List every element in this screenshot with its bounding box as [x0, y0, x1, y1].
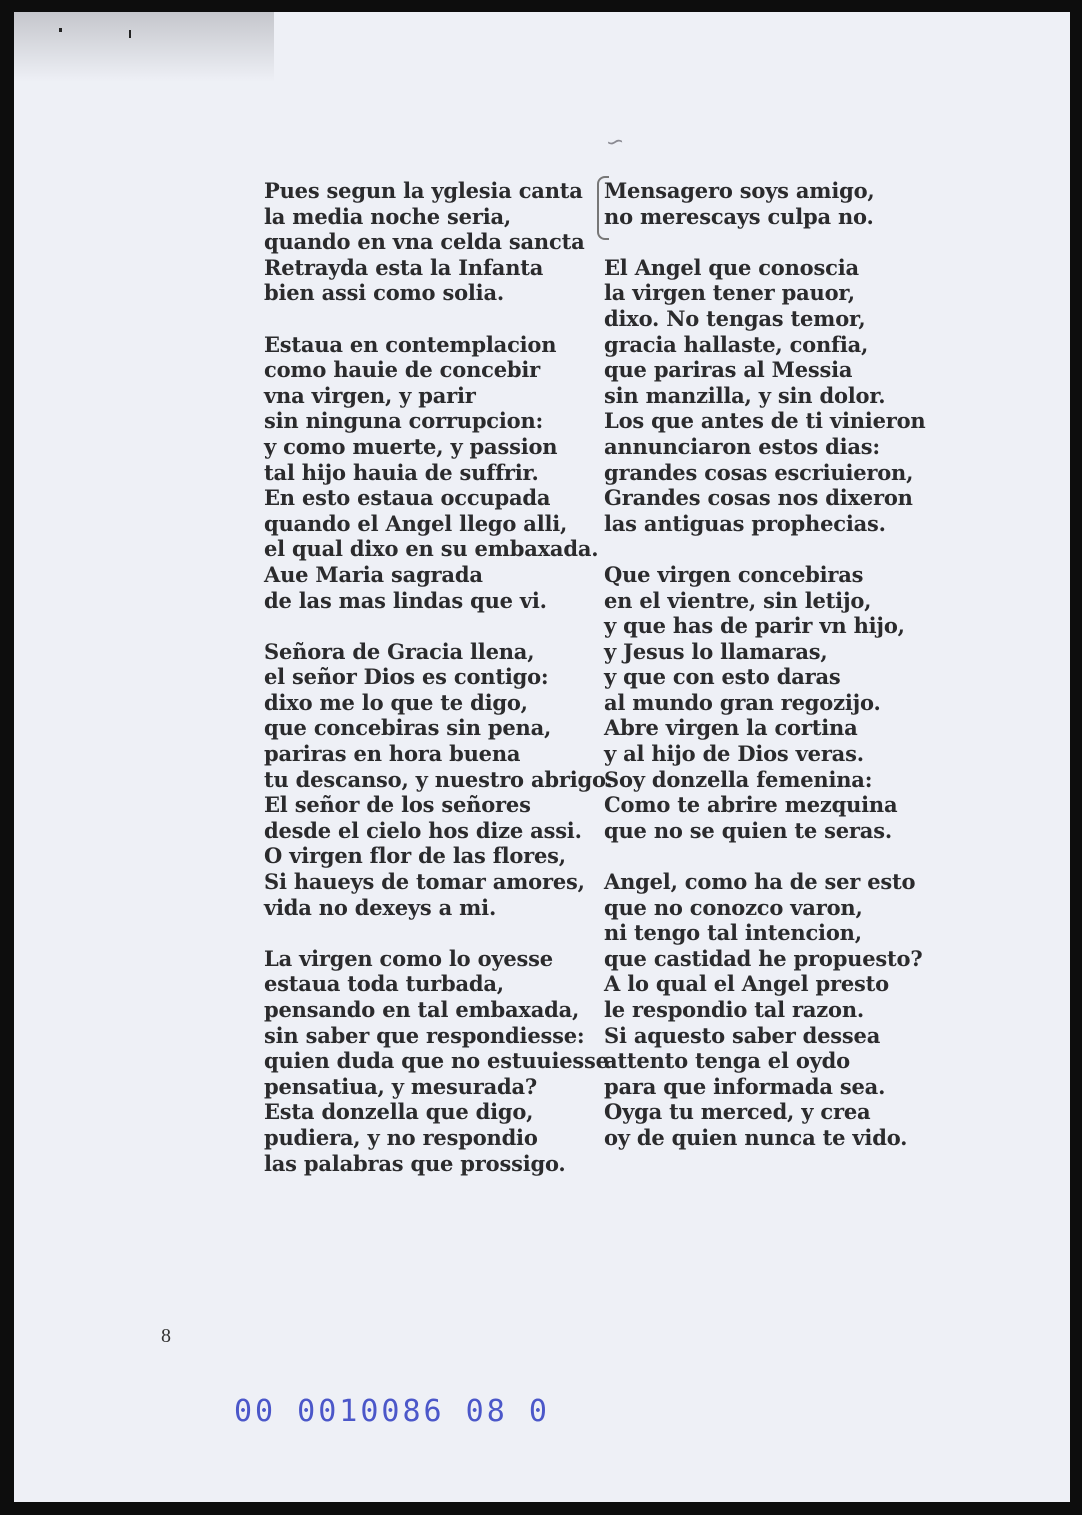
stanza [264, 331, 599, 614]
verse-line: O virgen flor de las flores, [264, 843, 566, 869]
verse-line: y que con esto daras [604, 664, 841, 690]
verse-line: dixo me lo que te digo, [264, 689, 528, 715]
stanza [604, 255, 934, 537]
stanza [264, 178, 584, 306]
verse-line: de las mas lindas que vi. [264, 587, 547, 613]
verse-line: Los que antes de ti vinieron [604, 408, 926, 434]
verse-line: attento tenga el oydo [604, 1048, 850, 1074]
verse-line: pensando en tal embaxada, [264, 997, 580, 1022]
verse-line: Pues segun la yglesia canta [264, 178, 583, 203]
verse-line: no merescays culpa no. [604, 203, 874, 229]
verse-line: para que informada sea. [604, 1073, 886, 1099]
verse-line: pensatiua, y mesurada? [264, 1073, 537, 1099]
verse-line: el qual dixo en su embaxada. [264, 536, 599, 562]
scanned-page [14, 12, 1070, 1502]
verse-line: pariras en hora buena [264, 741, 521, 767]
verse-line: Angel, como ha de ser esto [604, 869, 916, 895]
verse-line: y como muerte, y passion [264, 433, 558, 459]
verse-line: las antiguas prophecias. [604, 510, 886, 536]
verse-line: que no se quien te seras. [604, 817, 892, 843]
verse-line: desde el cielo hos dize assi. [264, 817, 582, 843]
verse-line: Estaua en contemplacion [264, 331, 557, 357]
verse-line: Oyga tu merced, y crea [604, 1099, 871, 1125]
verse-line: quando el Angel llego alli, [264, 510, 568, 536]
verse-line: Retrayda esta la Infanta [264, 254, 544, 280]
verse-line: gracia hallaste, confia, [604, 331, 869, 357]
verse-line: y que has de parir vn hijo, [604, 613, 905, 639]
verse-line: que concebiras sin pena, [264, 715, 552, 741]
verse-line: El señor de los señores [264, 792, 531, 818]
stanza-gap [604, 536, 934, 562]
verse-line: bien assi como solia. [264, 280, 504, 306]
stanza-gap [604, 229, 934, 255]
verse-line: Que virgen concebiras [604, 561, 864, 587]
verse-line: En esto estaua occupada [264, 485, 551, 511]
verse-line: las palabras que prossigo. [264, 1150, 566, 1176]
verse-line: sin manzilla, y sin dolor. [604, 382, 886, 408]
scan-shadow [14, 12, 274, 82]
verse-line: vida no dexeys a mi. [264, 894, 497, 920]
verse-line: A lo qual el Angel presto [604, 971, 889, 997]
verse-line: estaua toda turbada, [264, 971, 504, 997]
verse-line: annunciaron estos dias: [604, 433, 880, 459]
verse-line: pudiera, y no respondio [264, 1124, 538, 1150]
verse-line: oy de quien nunca te vido. [604, 1124, 908, 1150]
verse-line: ni tengo tal intencion, [604, 920, 862, 946]
verse-line: Como te abrire mezquina [604, 792, 898, 818]
stanza-gap [264, 920, 584, 946]
verse-line: quando en vna celda sancta [264, 229, 585, 255]
pencil-mark: ∽ [603, 128, 627, 157]
stanza [604, 562, 934, 844]
verse-line: al mundo gran regozijo. [604, 689, 881, 715]
verse-line: Mensagero soys amigo, [604, 178, 875, 203]
right-column-text [604, 178, 934, 1151]
stanza-gap [264, 306, 584, 332]
verse-line: Esta donzella que digo, [264, 1099, 534, 1125]
verse-line: Soy donzella femenina: [604, 766, 873, 792]
verse-line: le respondio tal razon. [604, 997, 865, 1022]
verse-line: La virgen como lo oyesse [264, 945, 553, 971]
dust-speck [129, 30, 131, 38]
stanza [604, 869, 934, 1151]
archive-stamp: 00 0010086 08 0 [234, 1394, 550, 1429]
verse-line: Si aquesto saber dessea [604, 1022, 881, 1048]
verse-line: que pariras al Messia [604, 357, 853, 383]
verse-line: sin saber que respondiesse: [264, 1022, 585, 1048]
verse-line: dixo. No tengas temor, [604, 305, 866, 331]
verse-line: El Angel que conoscia [604, 254, 859, 280]
verse-line: grandes cosas escriuieron, [604, 459, 914, 485]
stanza-gap [264, 613, 584, 639]
verse-line: y al hijo de Dios veras. [604, 741, 864, 767]
verse-line: tu descanso, y nuestro abrigo. [264, 766, 613, 792]
verse-line: como hauie de concebir [264, 357, 541, 383]
stanza [604, 178, 934, 229]
verse-line: vna virgen, y parir [264, 382, 476, 408]
verse-line: Si haueys de tomar amores, [264, 869, 585, 895]
stanza [264, 945, 609, 1176]
verse-line: Abre virgen la cortina [604, 715, 858, 741]
verse-line: el señor Dios es contigo: [264, 664, 549, 690]
verse-line: Grandes cosas nos dixeron [604, 485, 913, 511]
verse-line: sin ninguna corrupcion: [264, 408, 544, 434]
verse-line: en el vientre, sin letijo, [604, 587, 872, 613]
verse-line: la media noche seria, [264, 203, 512, 229]
stanza-gap [604, 843, 934, 869]
verse-line: Señora de Gracia llena, [264, 638, 535, 664]
verse-line: y Jesus lo llamaras, [604, 638, 828, 664]
verse-line: la virgen tener pauor, [604, 280, 855, 306]
stanza [264, 638, 613, 921]
left-column-text [264, 178, 613, 1176]
verse-line: que castidad he propuesto? [604, 945, 923, 971]
page-number: 8 [161, 1325, 171, 1347]
verse-line: quien duda que no estuuiesse [264, 1048, 609, 1074]
dust-speck [59, 28, 62, 32]
verse-line: Aue Maria sagrada [264, 561, 483, 587]
verse-line: que no conozco varon, [604, 894, 863, 920]
verse-line: tal hijo hauia de suffrir. [264, 459, 539, 485]
